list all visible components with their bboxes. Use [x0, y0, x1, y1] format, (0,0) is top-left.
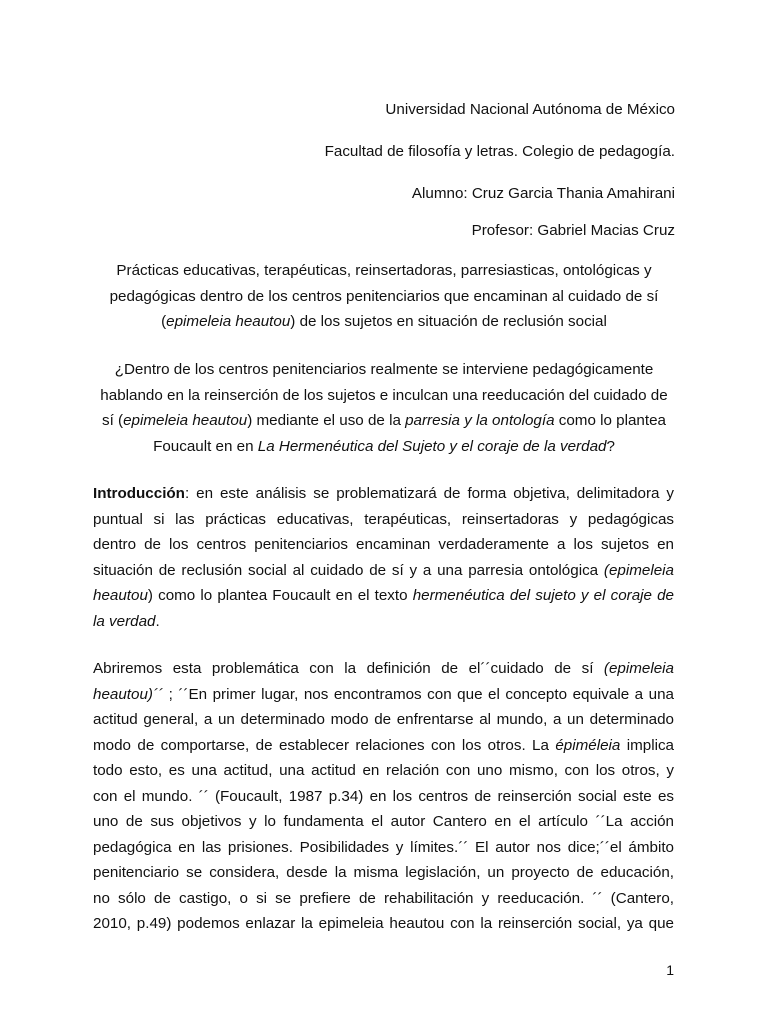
paragraph-line: uno de sus objetivos y lo fundamenta el autor Cantero en el artículo ´´La acción — [93, 813, 674, 830]
paragraph-line: Abriremos esta problemática con la definición de el´´cuidado de sí (epimeleia — [93, 660, 674, 677]
introduction-paragraph — [93, 481, 674, 634]
paragraph-line: penitenciario se considera, desde la misma legislación, un proyecto de educación, — [93, 864, 674, 881]
introduction-label: Introducción — [93, 485, 185, 502]
professor-name: Profesor: Gabriel Macias Cruz — [471, 222, 675, 239]
faculty-name: Facultad de filosofía y letras. Colegio de pedagogía. — [324, 143, 675, 160]
paragraph-line: no sólo de castigo, o si se prefiere de rehabilitación y reeducación. ´´ (Cantero, — [93, 889, 674, 907]
paragraph-line: todo esto, es una actitud, una actitud en relación con uno mismo, con los otros, y — [93, 762, 674, 779]
question-line: hablando en la reinserción de los sujetos e inculcan una reeducación del cuidado de — [100, 386, 668, 404]
paragraph-line: modo de comportarse, de establecer relaciones con los otros. La épiméleia implica — [93, 736, 674, 754]
paragraph-line: dentro de los centros penitenciarios encaminan verdaderamente a los sujetos en — [93, 536, 674, 553]
paragraph-line: heautou)´´ ; ´´En primer lugar, nos encontramos con que el concepto equivale a una — [93, 685, 674, 703]
paragraph-line: heautou) como lo plantea Foucault en el texto hermenéutica del sujeto y el coraje de — [93, 587, 674, 604]
paragraph-line: 2010, p.49) podemos enlazar la epimeleia heautou con la reinserción social, ya que — [93, 915, 674, 932]
paragraph-line: situación de reclusión social al cuidado de sí y a una parresia ontológica (epimeleia — [93, 561, 674, 579]
paragraph-line: con el mundo. ´´ (Foucault, 1987 p.34) en los centros de reinserción social este es — [93, 787, 674, 805]
paragraph-line: puntual si las prácticas educativas, terapéuticas, reinsertadoras y pedagógicas — [93, 510, 674, 528]
title-line: (epimeleia heautou) de los sujetos en situación de reclusión social — [161, 313, 607, 330]
paragraph-line: la verdad. — [93, 612, 160, 630]
university-name: Universidad Nacional Autónoma de México — [385, 101, 675, 118]
title-line: Prácticas educativas, terapéuticas, reinsertadoras, parresiasticas, ontológicas y — [116, 262, 652, 279]
question-line: ¿Dentro de los centros penitenciarios realmente se interviene pedagógicamente — [114, 361, 654, 378]
paragraph-line: actitud general, a un determinado modo de enfrentarse al mundo, a un determinado — [93, 711, 674, 728]
page-number: 1 — [666, 962, 674, 978]
question-line: Foucault en en La Hermenéutica del Sujeto y el coraje de la verdad? — [153, 437, 615, 455]
title-line: pedagógicas dentro de los centros penitenciarios que encaminan al cuidado de sí — [109, 287, 659, 305]
student-name: Alumno: Cruz Garcia Thania Amahirani — [411, 185, 675, 202]
document-title — [82, 258, 686, 335]
paragraph-line: Introducción: en este análisis se problematizará de forma objetiva, delimitadora y — [93, 485, 674, 502]
paragraph-line: pedagógica en las prisiones. Posibilidades y límites.´´ El autor nos dice;´´el ámbito — [93, 838, 674, 856]
body-paragraph — [93, 656, 674, 937]
research-question — [82, 357, 686, 459]
question-line: sí (epimeleia heautou) mediante el uso de la parresia y la ontología como lo plantea — [102, 412, 666, 429]
